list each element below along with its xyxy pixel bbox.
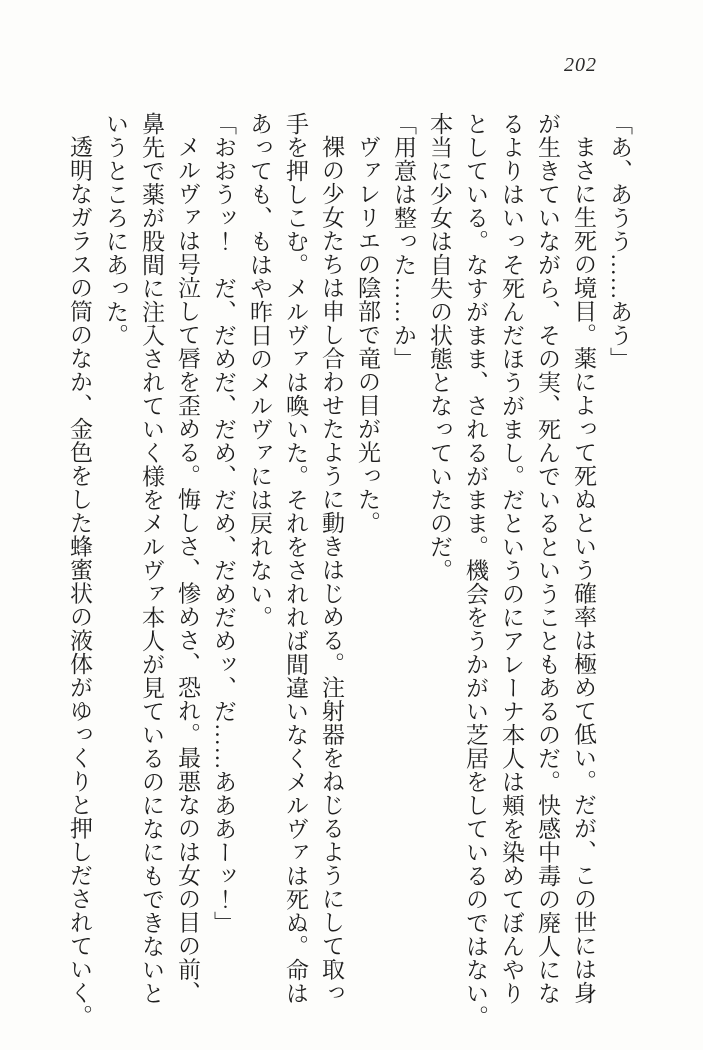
- text-column: 鼻先で薬が股間に注入されていく様をメルヴァ本人が見ているのになにもできないと: [139, 112, 164, 1005]
- text-column: 「おおうッ！ だ、だめだ、だめ、だめ、だめだめッ、だ……あああーッ！」: [211, 112, 236, 935]
- text-column: ヴァレリエの陰部で竜の目が光った。: [355, 135, 380, 535]
- text-column: 「あ、あうう……あう」: [607, 112, 632, 371]
- text-column: メルヴァは号泣して唇を歪める。悔しさ、惨めさ、恐れ。最悪なのは女の目の前、: [175, 135, 200, 1005]
- text-column: 手を押しこむ。メルヴァは喚いた。それをされれば間違いなくメルヴァは死ぬ。命は: [283, 112, 308, 1005]
- text-column: 本当に少女は自失の状態となっていたのだ。: [427, 112, 452, 582]
- text-column: が生きていながら、その実、死んでいるということもあるのだ。快感中毒の廃人にな: [535, 112, 560, 1005]
- vertical-text-block: [68, 112, 631, 1029]
- text-column: 裸の少女たちは申し合わせたように動きはじめる。注射器をねじるようにして取っ: [319, 135, 344, 1005]
- text-column: いうところにあった。: [103, 112, 128, 347]
- text-column: あっても、もはや昨日のメルヴァには戻れない。: [247, 112, 272, 629]
- text-column: まさに生死の境目。薬によって死ぬという確率は極めて低い。だが、この世には身: [571, 135, 596, 1005]
- text-column: るよりはいっそ死んだほうがまし。だというのにアレーナ本人は頬を染めてぼんやり: [499, 112, 524, 1005]
- page-number: 202: [564, 54, 597, 76]
- text-column: としている。なすがまま、されるがまま。機会をうかがい芝居をしているのではない。: [463, 112, 488, 1029]
- text-column: 「用意は整った……か」: [391, 112, 416, 371]
- text-column: 透明なガラスの筒のなか、金色をした蜂蜜状の液体がゆっくりと押しだされていく。: [67, 135, 92, 1028]
